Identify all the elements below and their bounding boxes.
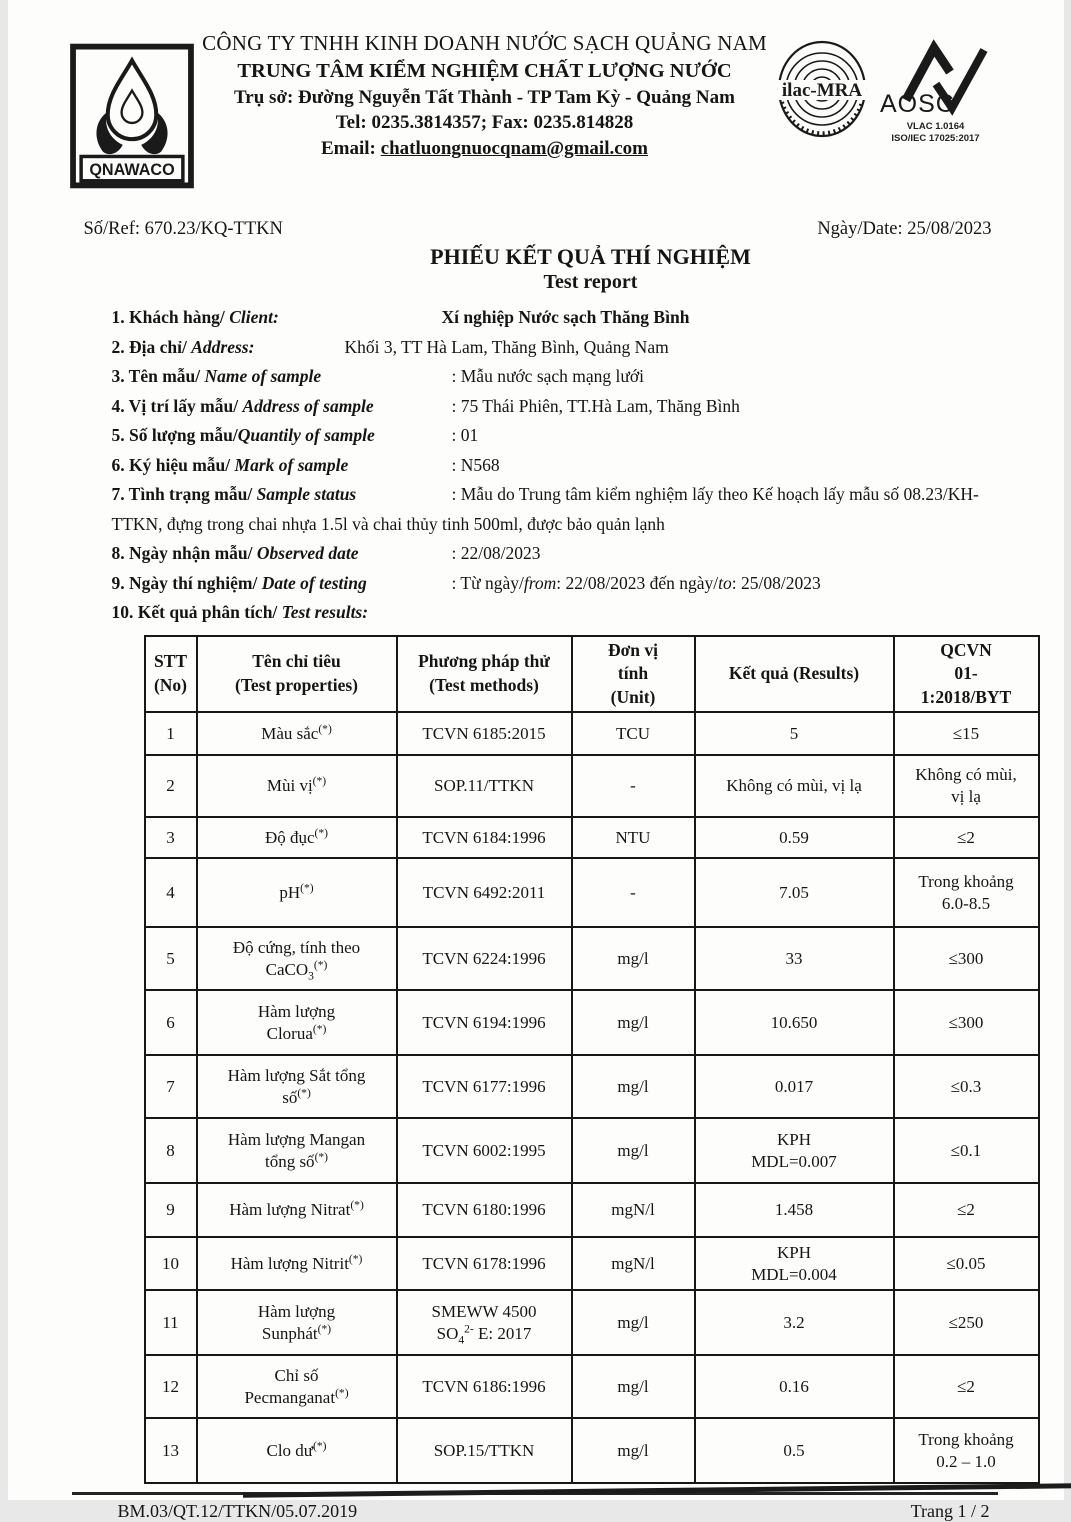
cell-method: SOP.11/TTKN [397,755,572,817]
cell-limit: ≤2 [894,1355,1039,1418]
cell-limit: Không có mùi, vị lạ [894,755,1039,817]
cell-unit: - [572,755,695,817]
cell-limit: ≤0.05 [894,1237,1039,1290]
cell-property: Độ cứng, tính theo CaCO$_3$(*) [197,927,397,990]
cell-no: 2 [145,755,197,817]
email-address: chatluongnuocqnam@gmail.com [380,137,648,159]
cell-method: SOP.15/TTKN [397,1418,572,1483]
info-item-label: 7. Tình trạng mẫu/ Sample status [111,484,357,504]
cell-result: 0.59 [695,817,894,858]
cell-method: TCVN 6184:1996 [397,817,572,858]
info-item-6 [112,451,1004,481]
cell-no: 6 [145,990,197,1055]
cell-property: Hàm lượng Clorua(*) [197,990,397,1055]
cell-property: pH(*) [197,858,397,927]
cell-property: Clo dư(*) [197,1418,397,1483]
cell-method: TCVN 6178:1996 [397,1237,572,1290]
cell-result: 0.5 [695,1418,894,1483]
head-tel-fax: Tel: 0235.3814357; Fax: 0235.814828 [335,112,634,134]
cell-method: SMEWW 4500 $SO_4^{2-}$ E: 2017 [397,1290,572,1355]
cell-method: TCVN 6194:1996 [397,990,572,1055]
meta-row [84,219,992,240]
email-label: Email: [321,137,381,159]
info-item-label: 2. Địa chỉ/ Address: [111,336,255,357]
result-row-10 [145,1237,1039,1290]
info-item-label: 8. Ngày nhận mẫu/ Observed date [111,543,359,563]
cell-result: 7.05 [695,858,894,927]
accreditation-logos [774,38,994,146]
cell-unit: mg/l [572,1055,695,1118]
table-header-row [145,636,1039,713]
results-table [144,635,1040,1485]
info-item-4 [112,392,1004,422]
cell-result: KPH MDL=0.004 [695,1237,894,1290]
info-item-5 [112,421,1004,451]
cell-no: 12 [145,1355,197,1418]
cell-unit: mg/l [572,990,695,1055]
result-row-8 [145,1118,1039,1183]
cell-unit: mg/l [572,1118,695,1183]
head-email [200,136,770,161]
svg-text:AOSC: AOSC [879,90,955,118]
cell-method: TCVN 6186:1996 [397,1355,572,1418]
report-date: Ngày/Date: 25/08/2023 [817,219,992,239]
cell-result: 10.650 [695,990,894,1055]
form-code: BM.03/QT.12/TTKN/05.07.2019 [117,1501,358,1522]
footer [72,1492,998,1522]
cell-unit: mgN/l [572,1237,695,1290]
result-row-12 [145,1355,1039,1418]
cell-unit: mg/l [572,1290,695,1355]
aosc-cert-1: VLAC 1.0164 [906,121,965,132]
cell-no: 7 [145,1055,197,1118]
result-row-5 [145,927,1039,990]
cell-unit: mg/l [572,1418,695,1483]
info-item-value: : 75 Thái Phiên, TT.Hà Lam, Thăng Bình [451,395,740,416]
cell-property: Hàm lượng Nitrat(*) [197,1183,397,1237]
cell-result: 5 [695,712,894,755]
cell-unit: - [572,858,695,927]
report-subtitle: Test report [543,271,638,293]
cell-no: 13 [145,1418,197,1483]
letterhead [78,30,994,195]
ilac-mra-logo [774,38,870,144]
cell-no: 4 [145,858,197,927]
cell-limit: ≤300 [894,990,1039,1055]
info-item-value: Khối 3, TT Hà Lam, Thăng Bình, Quảng Nam [344,336,669,357]
qnawaco-logo [68,42,196,195]
column-header-1: STT (No) [145,636,197,713]
info-item-value: : 22/08/2023 [451,543,541,563]
info-item-1 [112,303,1004,333]
cell-result: 33 [695,927,894,990]
cell-limit: ≤250 [894,1290,1039,1355]
cell-result: 1.458 [695,1183,894,1237]
info-item-value: : N568 [451,454,500,475]
svg-text:QNAWACO: QNAWACO [88,160,175,179]
result-row-7 [145,1055,1039,1118]
cell-property: Hàm lượng Nitrit(*) [197,1237,397,1290]
cell-unit: mg/l [572,927,695,990]
aosc-cert-2: ISO/IEC 17025:2017 [891,133,980,145]
cell-method: TCVN 6185:2015 [397,712,572,755]
cell-method: TCVN 6177:1996 [397,1055,572,1118]
info-item-value: : 01 [451,425,479,445]
cell-no: 8 [145,1118,197,1183]
cell-unit: NTU [572,817,695,858]
letterhead-text [196,30,774,161]
info-items [112,303,1004,628]
cell-method: TCVN 6224:1996 [397,927,572,990]
column-header-3: Phương pháp thử (Test methods) [397,636,572,713]
aosc-logo [878,38,994,146]
cell-limit: Trong khoảng 6.0-8.5 [894,858,1039,927]
info-item-label: 3. Tên mẫu/ Name of sample [111,366,322,386]
cell-no: 3 [145,817,197,858]
cell-limit: ≤0.1 [894,1118,1039,1183]
cell-result: 0.16 [695,1355,894,1418]
result-row-11 [145,1290,1039,1355]
info-item-value: Xí nghiệp Nước sạch Thăng Bình [441,307,690,327]
cell-property: Hàm lượng Mangan tổng số(*) [197,1118,397,1183]
document-page [8,0,1064,1522]
info-item-label: 9. Ngày thí nghiệm/ Date of testing [111,572,367,593]
aosc-logo-icon [878,38,994,116]
cell-method: TCVN 6492:2011 [397,858,572,927]
svg-text:ilac-MRA: ilac-MRA [781,80,862,101]
cell-result: KPH MDL=0.007 [695,1118,894,1183]
result-row-4 [145,858,1039,927]
cell-no: 10 [145,1237,197,1290]
cell-no: 1 [145,712,197,755]
ref-number: Số/Ref: 670.23/KQ-TTKN [83,219,283,239]
info-item-8 [112,539,1004,569]
column-header-6: QCVN 01- 1:2018/BYT [894,636,1039,713]
cell-unit: mgN/l [572,1183,695,1237]
info-item-value: : Từ ngày/from: 22/08/2023 đến ngày/to: 25/08/2023 [451,572,821,593]
cell-limit: ≤15 [894,712,1039,755]
cell-property: Màu sắc(*) [197,712,397,755]
page-number: Trang 1 / 2 [910,1501,990,1522]
cell-no: 9 [145,1183,197,1237]
result-row-2 [145,755,1039,817]
info-item-label: 6. Ký hiệu mẫu/ Mark of sample [111,454,349,475]
result-row-1 [145,712,1039,755]
info-item-9 [112,569,1004,599]
result-row-3 [145,817,1039,858]
cell-result: 3.2 [695,1290,894,1355]
info-item-7 [112,480,1004,539]
info-item-label: 4. Vị trí lấy mẫu/ Address of sample [111,395,374,416]
cell-limit: ≤300 [894,927,1039,990]
info-item-2 [112,333,1004,363]
cell-limit: ≤0.3 [894,1055,1039,1118]
cell-limit: Trong khoảng 0.2 – 1.0 [894,1418,1039,1483]
cell-property: Chỉ số Pecmanganat(*) [197,1355,397,1418]
center-name: TRUNG TÂM KIỂM NGHIỆM CHẤT LƯỢNG NƯỚC [237,59,732,82]
info-item-label: 5. Số lượng mẫu/Quantily of sample [111,425,375,445]
cell-method: TCVN 6002:1995 [397,1118,572,1183]
cell-property: Độ đục(*) [197,817,397,858]
head-address: Trụ sở: Đường Nguyễn Tất Thành - TP Tam Kỳ - Quảng Nam [234,87,735,109]
cell-property: Hàm lượng Sunphát(*) [197,1290,397,1355]
cell-unit: TCU [572,712,695,755]
column-header-4: Đơn vị tính (Unit) [572,636,695,713]
cell-method: TCVN 6180:1996 [397,1183,572,1237]
cell-result: 0.017 [695,1055,894,1118]
info-item-label: 10. Kết quả phân tích/ Test results: [111,602,369,622]
info-item-value: : Mẫu do Trung tâm kiểm nghiệm lấy theo Kế hoạch lấy mẫu số 08.23/KH-TTKN, đựng trong chai nhựa 1.5l và chai thủy tinh 500ml, được bảo quản lạnh [111,484,979,534]
info-item-label: 1. Khách hàng/ Client: [111,307,279,327]
column-header-2: Tên chỉ tiêu (Test properties) [197,636,397,713]
cell-limit: ≤2 [894,1183,1039,1237]
result-row-13 [145,1418,1039,1483]
qnawaco-logo-icon [68,42,196,190]
cell-limit: ≤2 [894,817,1039,858]
column-header-5: Kết quả (Results) [695,636,894,713]
result-row-9 [145,1183,1039,1237]
result-row-6 [145,990,1039,1055]
cell-no: 11 [145,1290,197,1355]
cell-result: Không có mùi, vị lạ [695,755,894,817]
info-item-value: : Mẫu nước sạch mạng lưới [451,366,645,386]
company-name: CÔNG TY TNHH KINH DOANH NƯỚC SẠCH QUẢNG NAM [202,31,767,55]
report-title: PHIẾU KẾT QUẢ THÍ NGHIỆM [430,244,751,269]
cell-property: Mùi vị(*) [197,755,397,817]
info-item-3 [112,362,1004,392]
cell-unit: mg/l [572,1355,695,1418]
cell-property: Hàm lượng Sắt tổng số(*) [197,1055,397,1118]
cell-no: 5 [145,927,197,990]
info-item-10 [112,598,1004,628]
